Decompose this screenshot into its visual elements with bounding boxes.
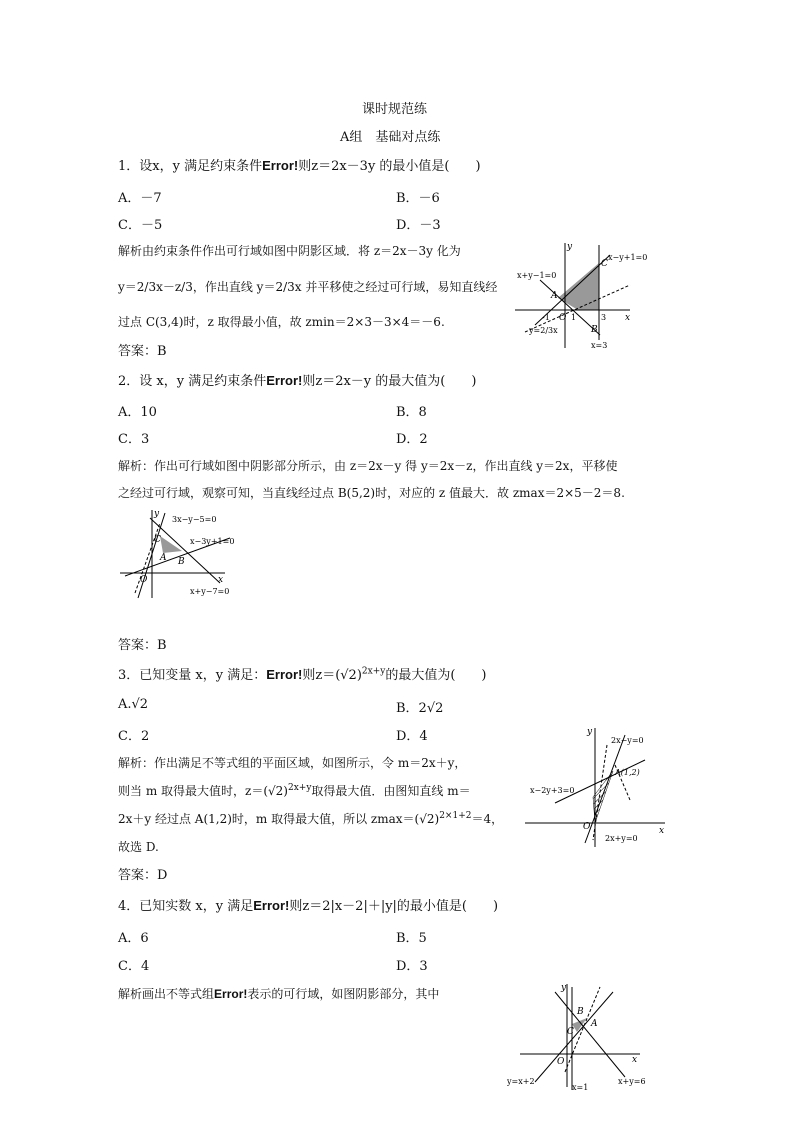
q4-option-d: D．3 (396, 959, 428, 974)
q3-option-c: C．2 (118, 729, 150, 744)
q3-option-d: D．4 (396, 729, 428, 744)
q1-solution-line2: y＝2/3x－z/3，作出直线 y＝2/3x 并平移使之经过可行域，易知直线经 (118, 280, 498, 294)
q1-option-d: D．－3 (396, 218, 441, 233)
q3-fig-l2: x−2y+3=0 (530, 786, 575, 795)
q3-solution-line3: 2x＋y 经过点 A(1,2)时，m 取得最大值，所以 $zmax=(√2)^{2\times 1+2}=4$， (118, 811, 504, 826)
q1-feasible-region (558, 263, 599, 310)
q2-fig-A: A (160, 553, 167, 563)
q2-fig-l2: x−3y+1=0 (190, 537, 235, 546)
q1-fig-l3: y=2/3x (529, 326, 558, 335)
q4-solution-line1: 解析画出不等式组Error!表示的可行域，如图阴影部分，其中 (118, 987, 440, 1001)
q4-fig-C: C (567, 1027, 574, 1037)
q1-option-b: B．－6 (396, 191, 440, 206)
q3-fig-y: y (587, 727, 593, 737)
q4-option-a: A．6 (118, 931, 149, 946)
q2-solution-line2: 之经过可行域，观察可知，当直线经过点 B(5,2)时，对应的 z 值最大．故 zmax＝2×5－2＝8. (118, 486, 625, 500)
q1-fig-A: A (551, 291, 558, 301)
q2-figure (120, 508, 250, 600)
q1-fig-1: 1 (571, 313, 577, 322)
q4-figure (505, 982, 660, 1092)
q4-fig-x: x (632, 1055, 638, 1065)
q2-fig-O: O (140, 575, 148, 585)
q1-solution-line1: 解析由约束条件作出可行域如图中阴影区域．将 z＝2x－3y 化为 (118, 244, 461, 258)
q2-stem: 2．设 x，y 满足约束条件Error!则z＝2x－y 的最大值为( ) (118, 373, 477, 389)
q3-fig-A: A(1,2) (615, 768, 640, 777)
q1-solution-line3: 过点 C(3,4)时，z 取得最小值，故 zmin＝2×3－3×4＝－6. (118, 315, 445, 329)
q3-fig-O: O (583, 822, 591, 832)
q4-option-c: C．4 (118, 959, 150, 974)
q4-fig-A: A (591, 1019, 598, 1029)
q2-option-a: A．10 (118, 405, 157, 420)
q1-fig-m1: -1 (542, 313, 550, 322)
q1-option-c: C．－5 (118, 218, 163, 233)
q2-fig-l1: 3x−y−5=0 (172, 515, 217, 524)
q2-fig-y: y (154, 509, 160, 519)
q1-fig-y: y (567, 242, 573, 252)
q3-option-b: B．2√2 (396, 701, 444, 716)
q3-option-a: A.√2 (118, 697, 149, 712)
q1-fig-3: 3 (601, 313, 607, 322)
q1-fig-x: x (625, 313, 631, 323)
q2-fig-x: x (218, 575, 224, 585)
q3-solution-line2: 则当 m 取得最大值时，$z=(√2)^{2x+y}$取得最大值．由图知直线 m＝ (118, 783, 471, 798)
page-title: 课时规范练 (362, 102, 428, 117)
q2-solution-line1: 解析：作出可行域如图中阴影部分所示，由 z＝2x－y 得 y＝2x－z，作出直线 y＝2x，平移使 (118, 459, 618, 473)
q2-fig-B: B (178, 557, 185, 567)
q3-answer: 答案：D (118, 868, 168, 883)
q1-stem: 1．设x，y 满足约束条件Error!则z＝2x－3y 的最小值是( ) (118, 158, 481, 174)
q3-fig-l1: 2x−y=0 (611, 736, 644, 745)
q3-solution-line4: 故选 D. (118, 840, 159, 854)
q4-option-b: B．5 (396, 931, 427, 946)
q2-option-c: C．3 (118, 432, 150, 447)
q1-figure (515, 240, 665, 350)
q1-fig-l2: x+y−1=0 (517, 271, 557, 280)
q2-fig-l3: x+y−7=0 (190, 587, 230, 596)
q4-fig-O: O (557, 1057, 565, 1067)
q3-figure (525, 725, 675, 850)
q1-fig-C: C (601, 259, 608, 269)
q1-fig-O: O (559, 313, 567, 323)
q3-fig-x: x (659, 826, 665, 836)
q2-option-b: B．8 (396, 405, 427, 420)
q1-fig-B: B (591, 325, 598, 335)
q4-fig-B: B (577, 1007, 584, 1017)
page-subtitle: A组 基础对点练 (340, 130, 441, 145)
q2-answer: 答案：B (118, 638, 167, 653)
q4-stem: 4．已知实数 x，y 满足Error!则z＝2|x－2|＋|y|的最小值是( ) (118, 898, 499, 914)
q3-fig-l3: 2x+y=0 (605, 834, 638, 843)
q2-option-d: D．2 (396, 432, 428, 447)
q3-feasible-region (593, 771, 613, 823)
q2-fig-C: C (154, 535, 161, 545)
q1-answer: 答案：B (118, 344, 167, 359)
q4-fig-l1: y=x+2 (507, 1077, 535, 1086)
q3-solution-line1: 解析：作出满足不等式组的平面区域，如图所示，令 m＝2x＋y， (118, 756, 467, 770)
q1-fig-l4: x=3 (591, 341, 608, 350)
q4-fig-l3: x+y=6 (618, 1077, 646, 1086)
q4-fig-y: y (561, 983, 567, 993)
q1-fig-l1: x−y+1=0 (608, 253, 648, 262)
q4-fig-l2: x=1 (572, 1083, 589, 1092)
q3-stem: 3．已知变量 x，y 满足：Error!则$z=(√2)^{2x+y}$的最大值为( ) (118, 666, 487, 683)
q1-option-a: A．－7 (118, 191, 162, 206)
